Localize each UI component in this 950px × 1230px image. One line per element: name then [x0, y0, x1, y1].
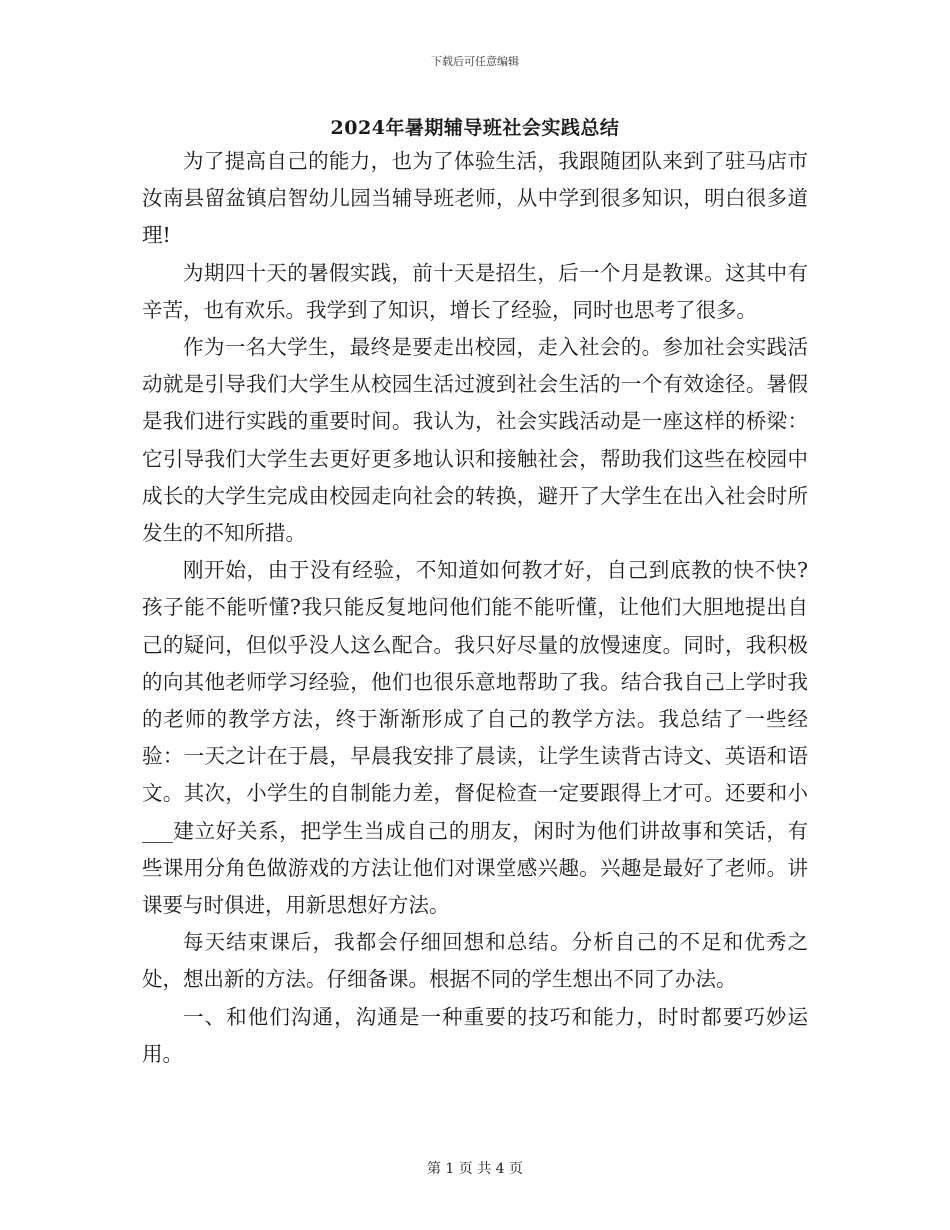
paragraph: 一、和他们沟通，沟通是一种重要的技巧和能力，时时都要巧妙运用。 [142, 1004, 808, 1066]
page-number-footer: 第 1 页 共 4 页 [426, 1161, 524, 1177]
paragraph: 为期四十天的暑假实践，前十天是招生，后一个月是教课。这其中有辛苦，也有欢乐。我学到了知识，增长了经验，同时也思考了很多。 [142, 260, 808, 322]
paragraph: 为了提高自己的能力，也为了体验生活，我跟随团队来到了驻马店市汝南县留盆镇启智幼儿园当辅导班老师，从中学到很多知识，明白很多道理! [142, 149, 808, 248]
paragraph: 刚开始，由于没有经验，不知道如何教才好，自己到底教的快不快?孩子能不能听懂?我只能反复地问他们能不能听懂，让他们大胆地提出自己的疑问，但似乎没人这么配合。我只好尽量的放慢速度。同时，我积极的向其他老师学习经验，他们也很乐意地帮助了我。结合我自己上学时我的老师的教学方法，终于渐渐形成了自己的教学方法。我总结了一些经验：一天之计在于晨，早晨我安排了晨读，让学生读背古诗文、英语和语文。其次，小学生的自制能力差，督促检查一定要跟得上才可。还要和小___建立好关系，把学生当成自己的朋友，闲时为他们讲故事和笑话，有些课用分角色做游戏的方法让他们对课堂感兴趣。兴趣是最好了老师。讲课要与时俱进，用新思想好方法。 [142, 558, 808, 918]
paragraph: 每天结束课后，我都会仔细回想和总结。分析自己的不足和优秀之处，想出新的方法。仔细备课。根据不同的学生想出不同了办法。 [142, 930, 808, 992]
document-body [142, 143, 808, 1073]
page-header-note: 下载后可任意编辑 [431, 55, 519, 68]
paragraph: 作为一名大学生，最终是要走出校园，走入社会的。参加社会实践活动就是引导我们大学生从校园生活过渡到社会生活的一个有效途径。暑假是我们进行实践的重要时间。我认为，社会实践活动是一座这样的桥梁：它引导我们大学生去更好更多地认识和接触社会，帮助我们这些在校园中成长的大学生完成由校园走向社会的转换，避开了大学生在出入社会时所发生的不知所措。 [142, 335, 808, 546]
document-title: 2024年暑期辅导班社会实践总结 [330, 117, 620, 139]
